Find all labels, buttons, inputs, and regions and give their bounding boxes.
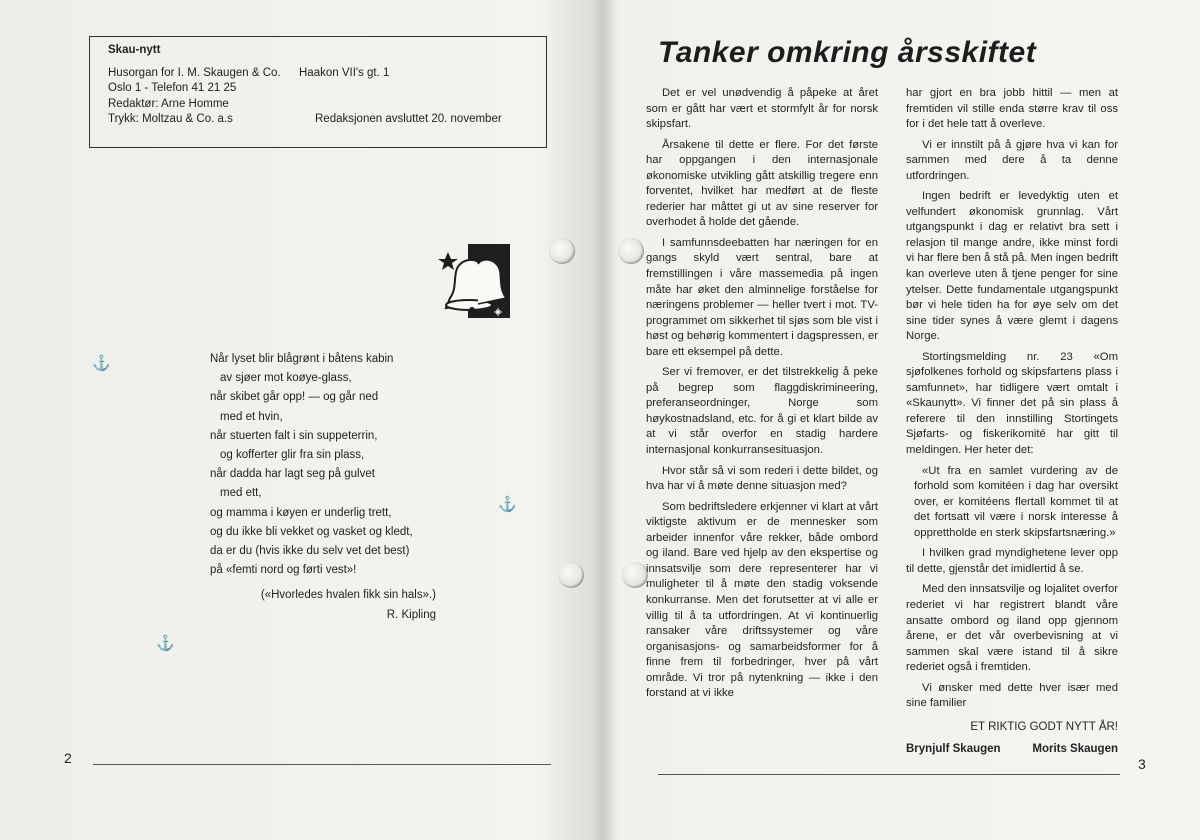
masthead-title: Skau-nytt bbox=[108, 44, 161, 56]
poem-author: R. Kipling bbox=[386, 608, 436, 621]
poem-line: med et hvin, bbox=[220, 410, 283, 423]
masthead-editor: Redaktør: Arne Homme bbox=[108, 97, 229, 110]
poem-line: når dadda har lagt seg på gulvet bbox=[210, 468, 375, 481]
anchor-icon: ⚓ bbox=[498, 496, 517, 513]
article-paragraph: Hvor står så vi som rederi i dette bildet, og hva har vi å møte denne situasjon med? bbox=[646, 464, 878, 493]
anchor-icon: ⚓ bbox=[92, 355, 111, 372]
masthead-row-print bbox=[108, 112, 546, 128]
poem-line: på «femti nord og førti vest»! bbox=[210, 564, 357, 577]
masthead-printer: Trykk: Moltzau & Co. a.s bbox=[108, 113, 233, 125]
article-paragraph: Vi ønsker med dette hver især med sine familier bbox=[906, 681, 1118, 710]
masthead-box bbox=[89, 36, 547, 148]
masthead-row-1 bbox=[108, 66, 546, 82]
article-paragraph: Årsakene til dette er flere. For det første har oppgangen i den internasjonale økonomiske utvikling gått atskillig tregere enn forventet, hvilket har medført at de fleste rederier har måttet gi ut av sine reserver for overhodet å holde det gående. bbox=[646, 138, 878, 229]
masthead-publisher: Husorgan for I. M. Skaugen & Co. bbox=[108, 66, 281, 79]
poem-line: og du ikke bli vekket og vasket og kledt, bbox=[210, 525, 413, 538]
article-column-2 bbox=[906, 86, 1118, 758]
article-paragraph: Ser vi fremover, er det tilstrekkelig å peke på begrep som flaggdiskrimineering, preferanseordninger, Norge som høykostnadsland, etc. for å gi et klart bilde av at vi står overfor en stadig hardere internasjonal konkurransesituasjon. bbox=[646, 366, 878, 457]
masthead-address: Haakon VII's gt. 1 bbox=[299, 66, 390, 79]
article-paragraph: Med den innsatsvilje og lojalitet overfor rederiet vi har registrert blandt våre ansatte ombord og iland opp gjennom årene, er det vår overbevisning at vi sammen skal være istand til å sikre rederiet også i fremtiden. bbox=[906, 583, 1118, 674]
page-number-right: 3 bbox=[1138, 756, 1146, 772]
article-paragraph: I hvilken grad myndighetene lever opp til dette, gjenstår det imidlertid å se. bbox=[906, 547, 1118, 575]
poem-source: («Hvorledes hvalen fikk sin hals».) bbox=[260, 589, 436, 602]
new-year-greeting: ET RIKTIG GODT NYTT ÅR! bbox=[970, 720, 1118, 733]
poem-line: Når lyset blir blågrønt i båtens kabin bbox=[210, 353, 394, 365]
footer-rule-left bbox=[93, 764, 551, 765]
punch-hole bbox=[549, 238, 575, 264]
poem-line: med ett, bbox=[220, 487, 262, 500]
anchor-icon: ⚓ bbox=[156, 635, 175, 652]
signature-brynjulf: Brynjulf Skaugen bbox=[906, 743, 1001, 756]
right-page bbox=[600, 0, 1200, 840]
signatures bbox=[906, 742, 1118, 758]
punch-hole bbox=[618, 238, 644, 264]
article-title: Tanker omkring årsskiftet bbox=[658, 36, 1037, 69]
article-paragraph: Stortingsmelding nr. 23 «Om sjøfolkenes forhold og skipsfartens plass i samfunnet», har tidligere vært omtalt i «Skaunytt». Vi finner det på sin plass å referere til den innstilling Stortingets Sjøfarts- og fiskerikomité har gitt til meldingen. Her heter det: bbox=[906, 350, 1118, 457]
poem-line: når skibet går opp! — og går ned bbox=[210, 391, 379, 404]
poem-line: og kofferter glir fra sin plass, bbox=[220, 449, 365, 462]
punch-hole bbox=[558, 562, 584, 588]
article-paragraph: har gjort en bra jobb hittil — men at fremtiden vil stille enda større krav til oss for i det hele tatt å overleve. bbox=[906, 87, 1118, 131]
poem-line: og mamma i køyen er underlig trett, bbox=[210, 506, 392, 519]
article-paragraph: Vi er innstilt på å gjøre hva vi kan for sammen med dere å ta denne utfordringen. bbox=[906, 138, 1118, 182]
signature-morits: Morits Skaugen bbox=[1032, 743, 1118, 756]
masthead-closing-note: Redaksjonen avsluttet 20. november bbox=[315, 113, 502, 125]
footer-rule-right bbox=[658, 774, 1120, 775]
poem-line: av sjøer mot koøye-glass, bbox=[220, 372, 352, 385]
christmas-bells-icon bbox=[438, 242, 512, 322]
article-paragraph: Som bedriftsledere erkjenner vi klart at vårt viktigste aktivum er de mennesker som arbeider innenfor våre rekker, både ombord og iland. Bare ved hjelp av den ekspertise og innsatsvilje som dere representerer har vi muligheter til å møte den stadig voksende konkurranse. Men det forutsetter at vi alle er villig til å ta utfordringen. At vi kontinuerlig ransaker våre driftssystemer og våre organisasjons- og samarbeidsformer for å finne frem til forbedringer, hver på vårt område. Vi tror på nytenkning — ikke i den forstand at vi ikke bbox=[646, 500, 878, 700]
article-quote: «Ut fra en samlet vurdering av de forhold som komitéen i dag har oversikt over, er komitéens flertall kommet til at det fortsatt vil være i norsk interesse å opprettholde en sterk skipsfartsnæring.» bbox=[914, 464, 1118, 539]
punch-hole bbox=[622, 562, 648, 588]
kipling-poem bbox=[210, 350, 450, 625]
article-paragraph: I samfunnsdeebatten har næringen for en gangs skyld vært sentral, bare at fremstillingen i våre massemedia på ingen måte har øket den alminnelige forståelse for næringens problemer — heller tvert i mot. TV-programmet om sikkerhet til sjøs som ble vist i høst og behørig kommentert i dagspressen, er bare ett eksempel på dette. bbox=[646, 236, 878, 358]
masthead-phone: Oslo 1 - Telefon 41 21 25 bbox=[108, 82, 237, 94]
article-column-1 bbox=[646, 86, 878, 707]
poem-line: når stuerten falt i sin suppeterrin, bbox=[210, 429, 378, 442]
poem-line: da er du (hvis ikke du selv vet det best) bbox=[210, 545, 410, 558]
article-paragraph: Det er vel unødvendig å påpeke at året som er gått har vært et stormfylt år for norsk skipsfart. bbox=[646, 87, 878, 131]
article-paragraph: Ingen bedrift er levedyktig uten et velfundert økonomisk grunnlag. Vårt utgangspunkt i dag er relativt bra sett i relasjon til mange andre, ikke minst fordi vi har flere ben å stå på. Men ingen bedrift kan overleve uten å tjene penger for sine ytelser. Dette fundamentale utgangspunkt bør vi hele tiden ha for øye selv om det sine tider synes å være glemt i dagens Norge. bbox=[906, 190, 1118, 343]
page-number-left: 2 bbox=[64, 750, 72, 766]
